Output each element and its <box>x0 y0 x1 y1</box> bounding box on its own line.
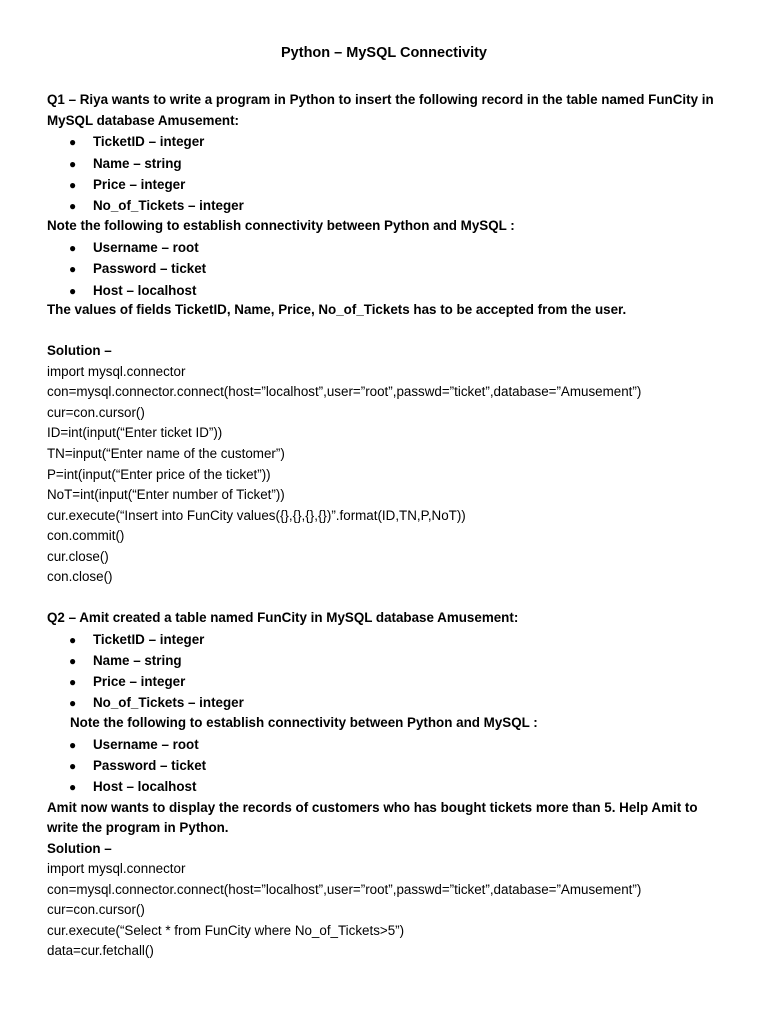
bullet-icon: ● <box>69 199 77 213</box>
q2-code-line: import mysql.connector <box>47 861 186 876</box>
q2-field-item: ● No_of_Tickets – integer <box>69 695 244 710</box>
q1-code-line: cur=con.cursor() <box>47 405 145 420</box>
bullet-icon: ● <box>69 780 77 794</box>
q2-task-line2: write the program in Python. <box>47 820 229 835</box>
q2-code-line: cur=con.cursor() <box>47 902 145 917</box>
q1-code-line: NoT=int(input(“Enter number of Ticket”)) <box>47 487 285 502</box>
q1-field-item: ● No_of_Tickets – integer <box>69 198 244 213</box>
q1-field-item: ● TicketID – integer <box>69 134 205 149</box>
q2-code-line: con=mysql.connector.connect(host=”localhost”,user=”root”,passwd=”ticket”,database=”Amusement”) <box>47 882 642 897</box>
q1-note: Note the following to establish connectivity between Python and MySQL : <box>47 218 515 233</box>
q2-credential-item: ● Username – root <box>69 737 199 752</box>
bullet-icon: ● <box>69 696 77 710</box>
document-title: Python – MySQL Connectivity <box>281 45 487 61</box>
q2-task-line1: Amit now wants to display the records of customers who has bought tickets more than 5. Help Amit to <box>47 800 698 815</box>
bullet-icon: ● <box>69 759 77 773</box>
q2-field-item: ● Name – string <box>69 653 182 668</box>
q1-code-line: con.commit() <box>47 528 125 543</box>
bullet-icon: ● <box>69 262 77 276</box>
q2-solution-label: Solution – <box>47 841 112 856</box>
q1-credential-item: ● Password – ticket <box>69 261 207 276</box>
q1-code-line: cur.execute(“Insert into FunCity values({},{},{},{})”.format(ID,TN,P,NoT)) <box>47 508 466 523</box>
bullet-icon: ● <box>69 738 77 752</box>
q2-code-line: cur.execute(“Select * from FunCity where No_of_Tickets>5”) <box>47 923 405 938</box>
bullet-icon: ● <box>69 654 77 668</box>
q1-credential-item: ● Username – root <box>69 240 199 255</box>
bullet-icon: ● <box>69 157 77 171</box>
q2-question: Q2 – Amit created a table named FunCity in MySQL database Amusement: <box>47 610 519 625</box>
q2-field-item: ● TicketID – integer <box>69 632 205 647</box>
bullet-icon: ● <box>69 241 77 255</box>
q1-code-line: import mysql.connector <box>47 364 186 379</box>
bullet-icon: ● <box>69 135 77 149</box>
q1-values-note: The values of fields TicketID, Name, Price, No_of_Tickets has to be accepted from the user. <box>47 302 627 317</box>
q2-credential-item: ● Host – localhost <box>69 779 197 794</box>
q1-code-line: P=int(input(“Enter price of the ticket”)) <box>47 467 271 482</box>
q1-field-item: ● Price – integer <box>69 177 186 192</box>
bullet-icon: ● <box>69 675 77 689</box>
q1-solution-label: Solution – <box>47 343 112 358</box>
q2-field-item: ● Price – integer <box>69 674 186 689</box>
q1-question-line2: MySQL database Amusement: <box>47 113 239 128</box>
q1-code-line: con.close() <box>47 569 113 584</box>
q1-code-line: ID=int(input(“Enter ticket ID”)) <box>47 425 223 440</box>
q2-credential-item: ● Password – ticket <box>69 758 207 773</box>
bullet-icon: ● <box>69 178 77 192</box>
q1-field-item: ● Name – string <box>69 156 182 171</box>
q1-code-line: con=mysql.connector.connect(host=”localhost”,user=”root”,passwd=”ticket”,database=”Amusement”) <box>47 384 642 399</box>
q1-credential-item: ● Host – localhost <box>69 283 197 298</box>
q1-code-line: TN=input(“Enter name of the customer”) <box>47 446 285 461</box>
bullet-icon: ● <box>69 284 77 298</box>
q1-question-line1: Q1 – Riya wants to write a program in Python to insert the following record in the table named FunCity in <box>47 92 714 107</box>
bullet-icon: ● <box>69 633 77 647</box>
q2-code-line: data=cur.fetchall() <box>47 943 154 958</box>
q2-note: Note the following to establish connectivity between Python and MySQL : <box>70 715 538 730</box>
q1-code-line: cur.close() <box>47 549 109 564</box>
